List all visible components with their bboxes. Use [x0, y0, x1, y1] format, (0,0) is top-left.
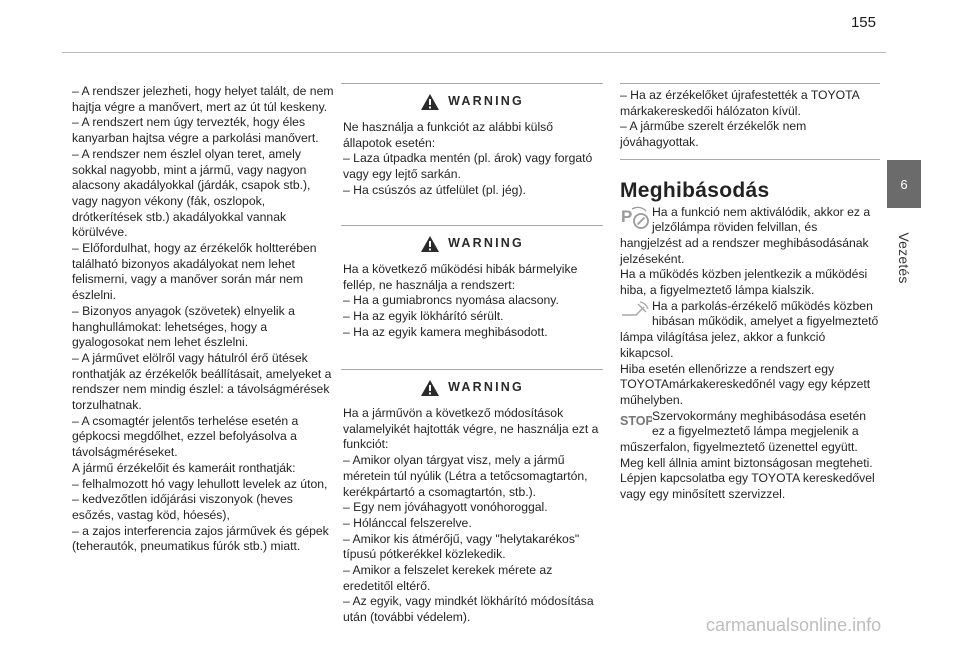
text-line: – felhalmozott hó vagy lehullott levelek az úton, [72, 476, 328, 491]
fault-text: Szervokormány meghibásodása esetén ez a figyelmeztető lámpa megjelenik a műszerfalon, figyelmeztető üzenettel együtt. Meg kell állnia amint biztonságosan megteheti. Lépjen kapcsolatba egy TOYOTA kereskedővel vagy egy minősített szervizzel. [620, 408, 875, 502]
text-line: – A csomagtér jelentős terhelése esetén a gépkocsi megdőlhet, ezzel befolyásolva a távolságméréseket. [72, 413, 299, 460]
warning-box [341, 369, 603, 625]
section-tab-number: 6 [900, 176, 908, 192]
text-line: – A rendszer jelezheti, hogy helyet talált, de nem hajtja végre a manővert, mert az út túl keskeny. [72, 84, 334, 114]
text-line: – Amikor a felszelet kerekek mérete az eredetitől eltérő. [343, 563, 553, 593]
stop-icon [620, 409, 650, 437]
warning-header [341, 370, 603, 406]
text-line: – Egy nem jóváhagyott vonóhoroggal. [343, 500, 548, 515]
text-line: – Amikor kis átmérőjű, vagy "helytakarékos" típusú pótkerékkel közlekedik. [343, 531, 580, 562]
section-label: Vezetés [896, 232, 912, 284]
text-line: – A járműbe szerelt érzékelők nem jóváhagyottak. [620, 119, 807, 150]
warning-title: WARNING [448, 380, 524, 395]
text-line: – a zajos interferencia zajos járművek és gépek (teherautók, pneumatikus fúrók stb.) miatt. [72, 523, 329, 554]
column-middle [341, 83, 603, 632]
text-line: – Bizonyos anyagok (szövetek) elnyelik a hanghullámokat: lehetséges, hogy a gyalogosokat nem lehet észlelni. [72, 303, 295, 350]
warning-triangle-icon [420, 93, 440, 111]
column-right [620, 83, 880, 503]
text-line: – Laza útpadka mentén (pl. árok) vagy forgató vagy egy lejtő sarkán. [343, 151, 593, 182]
parking-assist-warning-icon [620, 205, 650, 233]
text-line: – A rendszer nem észlel olyan teret, amely sokkal nagyobb, mint a jármű, vagy nagyon alacsony akadályokkal (járdák, csapok stb.), vagy nagyon vékony (fák, oszlopok, drótkerítések stb.) akadályokkal vannak körülvéve. [72, 146, 311, 240]
page-number: 155 [850, 14, 876, 31]
text-line: – Ha az egyik lökhárító sérült. [343, 309, 504, 324]
text-line: – A rendszert nem úgy tervezték, hogy éles kanyarban hajtsa végre a parkolási manővert. [72, 115, 319, 146]
text-line: – Ha csúszós az útfelület (pl. jég). [343, 182, 526, 197]
parking-sensor-icon [620, 299, 650, 327]
fault-paragraph [620, 205, 880, 299]
watermark: carmanualsonline.info [706, 615, 882, 635]
text-line: – Hólánccal felszerelve. [343, 515, 472, 530]
warning-triangle-icon [420, 235, 440, 253]
column-left [72, 84, 334, 555]
fault-paragraph [620, 409, 880, 503]
warning-title: WARNING [448, 94, 524, 109]
fault-text: Ha a funkció nem aktiválódik, akkor ez a jelzőlámpa röviden felvillan, és hangjelzést ad a rendszer meghibásodásának jelzéseként. Ha a működés közben jelentkezik a működési hiba, a figyelmeztető lámpa kialszik. [620, 204, 871, 298]
warning-header [341, 226, 603, 262]
svg-text:P: P [621, 206, 633, 226]
text-line: – Amikor olyan tárgyat visz, mely a jármű méretein túl nyúlik (Létra a tetőcsomagtartón, kerékpártartó a csomagtartón, stb.). [343, 453, 588, 499]
warning-body [341, 120, 603, 211]
warning-box [341, 83, 603, 215]
header-divider [62, 52, 886, 53]
warning-triangle-icon [420, 379, 440, 397]
text-line: – A járművet elölről vagy hátulról érő ütések ronthatják az érzékelők beállításait, amelyeket a rendszer nem mindig észlel: a távolságmérések torzulhatnak. [72, 350, 332, 413]
warning-title: WARNING [448, 236, 524, 251]
warning-box [341, 225, 603, 359]
text-line: A jármű érzékelőit és kameráit ronthatják: [72, 460, 296, 475]
fault-paragraph [620, 299, 880, 409]
text-line: Ne használja a funkciót az alábbi külső állapotok esetén: [343, 120, 554, 150]
text-line: – Az egyik, vagy mindkét lökhárító módosítása után (további védelem). [343, 594, 594, 625]
text-line: – kedvezőtlen időjárási viszonyok (heves esőzés, vastag köd, hóesés), [72, 492, 293, 522]
fault-text: Ha a parkolás-érzékelő működés közben hibásan működik, amelyet a figyelmeztető lámpa világítása jelez, akkor a funkció kikapcsol. Hiba esetén ellenőrizze a rendszert egy TOYOTAmárkakereskedőnél vagy egy képzett műhelyben. [620, 298, 879, 407]
text-line: Ha a következő működési hibák bármelyike fellép, ne használja a rendszert: [343, 262, 578, 292]
note-box [620, 83, 880, 160]
warning-body [341, 262, 603, 353]
text-line: – Ha a gumiabroncs nyomása alacsony. [343, 293, 559, 308]
warning-body [341, 406, 603, 638]
text-line: – Ha az egyik kamera meghibásodott. [343, 324, 548, 339]
text-line: Ha a járművön a következő módosítások valamelyikét hajtották végre, ne használja ezt a funkciót: [343, 406, 599, 452]
stop-icon-label: STOP [620, 413, 652, 428]
warning-header [341, 84, 603, 120]
section-tab[interactable] [887, 160, 921, 208]
text-line: – Előfordulhat, hogy az érzékelők holtterében található bizonyos akadályokat nem lehet felismerni, vagy a manőver során már nem észlelni. [72, 241, 317, 303]
section-heading: Meghibásodás [620, 178, 770, 202]
text-line: – Ha az érzékelőket újrafestették a TOYOTA márkakereskedői hálózaton kívül. [620, 88, 860, 118]
